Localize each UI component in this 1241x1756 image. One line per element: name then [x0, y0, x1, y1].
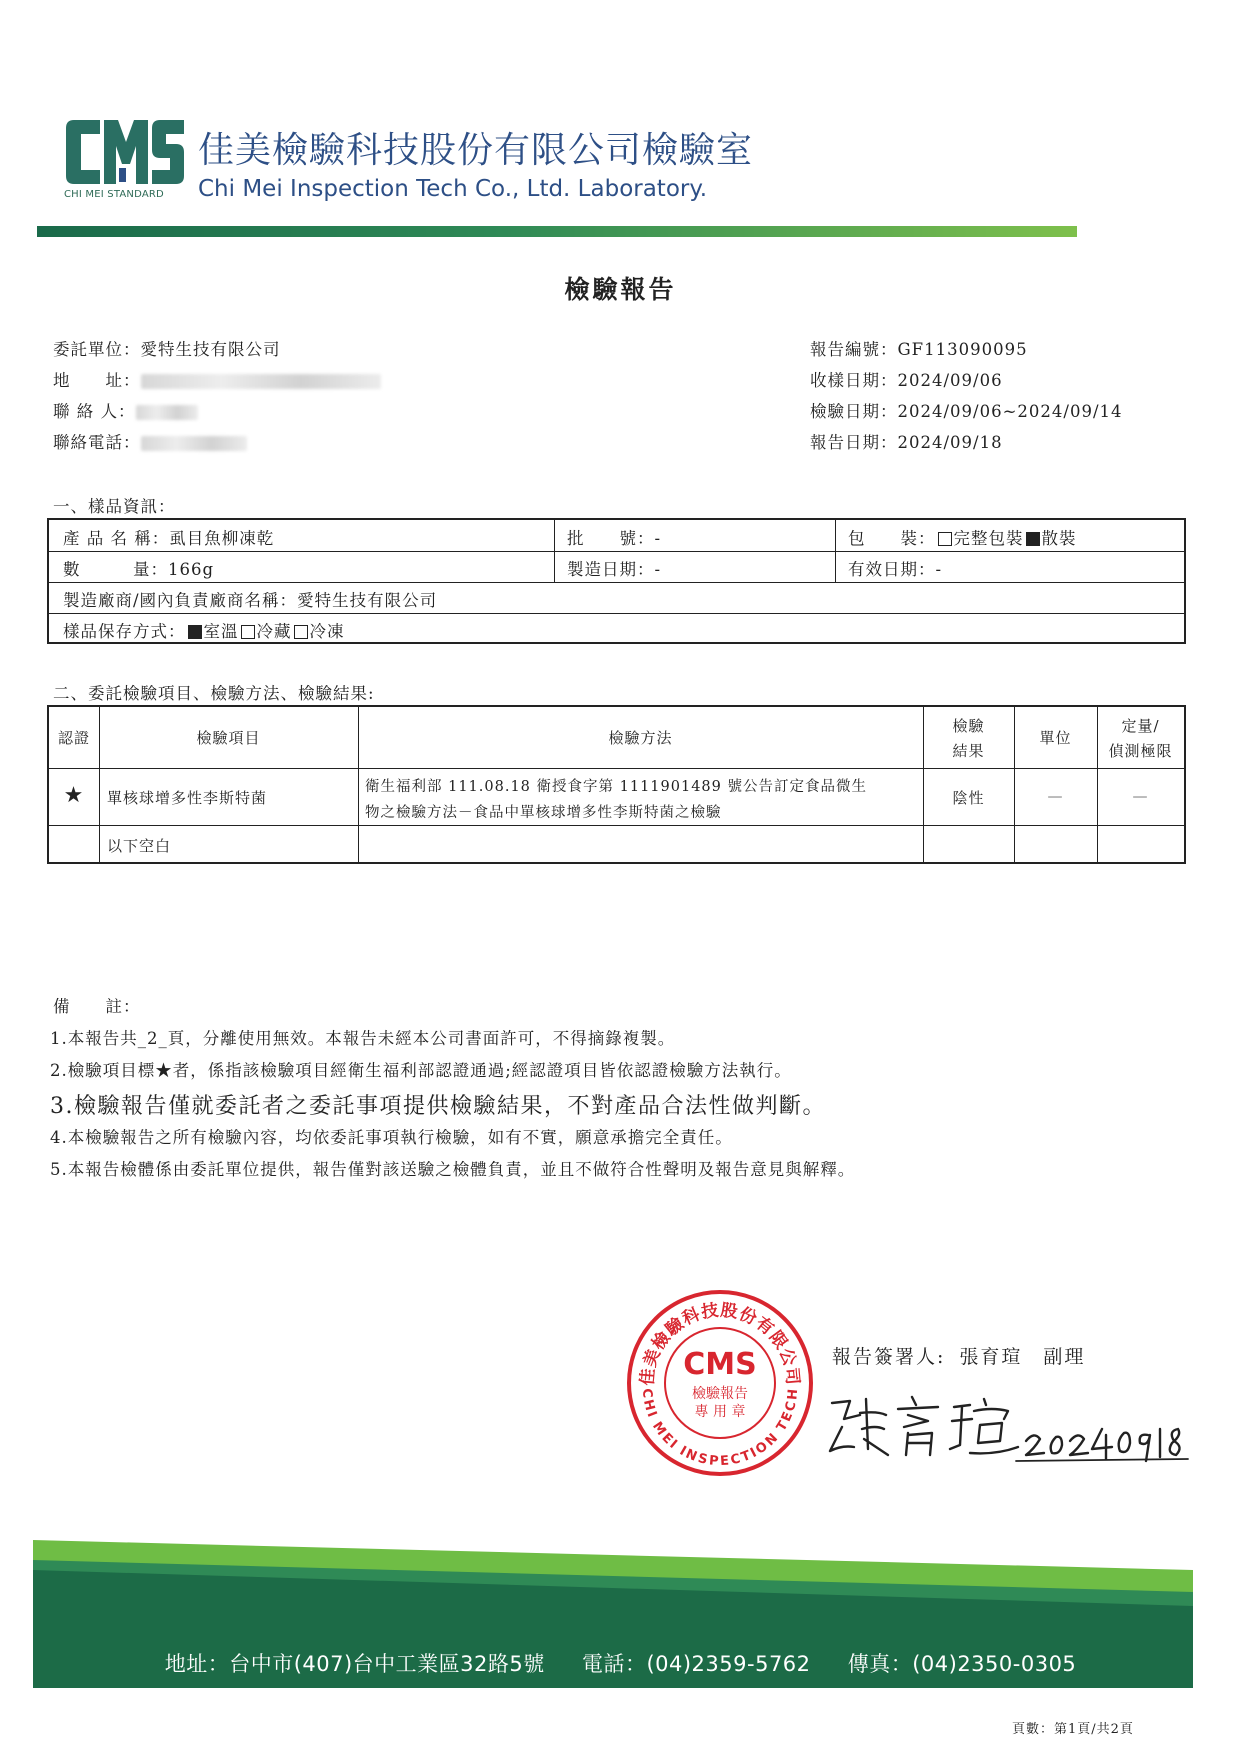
report-number	[810, 336, 1028, 360]
company-logo	[64, 116, 186, 188]
manufacturer-label: 製造廠商/國內負責廠商名稱：	[63, 591, 298, 610]
product-name-label: 產 品 名 稱：	[63, 529, 170, 548]
company-seal-stamp	[625, 1288, 815, 1478]
cert-star: ★	[63, 783, 85, 808]
footer-phone: 電話：(04)2359-5762	[581, 1652, 811, 1676]
signer-name: 張育瑄 副理	[959, 1346, 1086, 1368]
batch-cell	[567, 525, 661, 549]
svg-text:CHI MEI INSPECTION TECH: CHI MEI INSPECTION TECH	[638, 1387, 802, 1470]
page-number: 頁數：第1頁/共2頁	[1012, 1722, 1134, 1737]
test-method-line1: 衛生福利部 111.08.18 衛授食字第 1111901489 號公告訂定食品微生	[365, 779, 867, 795]
header-divider	[37, 226, 1077, 237]
test-unit: —	[1047, 787, 1064, 805]
report-number-value: GF113090095	[897, 340, 1028, 359]
manufacturer-value: 愛特生技有限公司	[297, 591, 438, 610]
checkbox-complete-pack	[938, 532, 952, 546]
notes-title: 備 註：	[53, 997, 141, 1016]
document-title: 檢驗報告	[564, 275, 677, 304]
svg-text:佳美檢驗科技股份有限公司: 佳美檢驗科技股份有限公司	[637, 1300, 803, 1387]
header-limit-line1: 定量/	[1121, 717, 1160, 735]
header-result	[923, 715, 1014, 761]
received-date-label: 收樣日期：	[810, 371, 898, 390]
footer-address: 地址：台中市(407)台中工業區32路5號	[164, 1652, 545, 1676]
client-contact-label: 聯 絡 人：	[53, 402, 136, 421]
tests-section-title: 二、委託檢驗項目、檢驗方法、檢驗結果:	[53, 684, 375, 703]
client-phone-label: 聯絡電話：	[53, 433, 141, 452]
storage-label: 樣品保存方式：	[63, 622, 186, 641]
test-result: 陰性	[952, 789, 985, 807]
company-name-cn: 佳美檢驗科技股份有限公司檢驗室	[198, 130, 754, 171]
mfg-date-cell	[567, 556, 661, 580]
report-number-label: 報告編號：	[810, 340, 898, 359]
report-date-label: 報告日期：	[810, 433, 898, 452]
note-2: 2.檢驗項目標★者，係指該檢驗項目經衛生福利部認證通過;經認證項目皆依認證檢驗方法執行。	[50, 1061, 792, 1080]
svg-text:檢驗報告: 檢驗報告	[692, 1386, 748, 1402]
test-method-line2: 物之檢驗方法－食品中單核球增多性李斯特菌之檢驗	[365, 805, 722, 821]
expiry-date-cell	[848, 556, 942, 580]
note-4: 4.本檢驗報告之所有檢驗內容，均依委託事項執行檢驗，如有不實，願意承擔完全責任。	[50, 1128, 733, 1147]
note-1: 1.本報告共_2_頁，分離使用無效。本報告未經本公司書面許可，不得摘錄複製。	[50, 1029, 676, 1048]
redacted-phone	[141, 436, 247, 451]
company-name-en: Chi Mei Inspection Tech Co., Ltd. Laboratory.	[198, 176, 707, 202]
received-date-value: 2024/09/06	[897, 371, 1003, 390]
redacted-contact	[136, 405, 198, 420]
redacted-address	[141, 374, 381, 389]
batch-value: -	[654, 529, 662, 548]
checkbox-refrigerated	[241, 625, 255, 639]
mfg-date-label: 製造日期：	[567, 560, 655, 579]
client-address-label: 地 址：	[53, 371, 141, 390]
storage-option-fridge: 冷藏	[256, 622, 292, 641]
pack-option-bulk: 散裝	[1041, 529, 1077, 548]
packaging-cell	[848, 525, 1077, 549]
footer-fax: 傳真：(04)2350-0305	[847, 1652, 1077, 1676]
checkbox-frozen	[294, 625, 308, 639]
header-item: 檢驗項目	[196, 729, 261, 747]
test-date-value: 2024/09/06~2024/09/14	[897, 402, 1123, 421]
test-date	[810, 398, 1123, 422]
svg-text:專 用 章: 專 用 章	[694, 1404, 746, 1420]
quantity-cell	[63, 556, 214, 580]
pack-option-complete: 完整包裝	[953, 529, 1024, 548]
test-method	[365, 775, 867, 822]
test-limit: —	[1132, 787, 1149, 805]
product-name-cell	[63, 525, 274, 549]
storage-option-frozen: 冷凍	[309, 622, 345, 641]
header-method: 檢驗方法	[608, 729, 673, 747]
header-limit-line2: 偵測極限	[1108, 742, 1173, 760]
client-contact	[53, 398, 198, 422]
note-3: 3.檢驗報告僅就委託者之委託事項提供檢驗結果，不對產品合法性做判斷。	[50, 1094, 826, 1119]
storage-cell	[63, 618, 345, 642]
header-cert: 認證	[57, 729, 90, 747]
test-date-label: 檢驗日期：	[810, 402, 898, 421]
header-result-line2: 結果	[952, 742, 985, 760]
test-item: 單核球增多性李斯特菌	[107, 789, 268, 807]
manufacturer-cell	[63, 587, 437, 611]
expiry-date-label: 有效日期：	[848, 560, 936, 579]
signer-label: 報告簽署人:	[832, 1346, 946, 1368]
client-unit-label: 委託單位：	[53, 340, 141, 359]
expiry-date-value: -	[935, 560, 943, 579]
quantity-value: 166g	[168, 560, 215, 579]
mfg-date-value: -	[654, 560, 662, 579]
checkbox-room-temp-checked	[188, 625, 202, 639]
logo-caption: CHI MEI STANDARD	[64, 189, 164, 200]
report-signer	[832, 1342, 1085, 1369]
sample-info-table	[47, 518, 1186, 644]
storage-option-room: 室溫	[203, 622, 239, 641]
batch-label: 批 號：	[567, 529, 655, 548]
header-result-line1: 檢驗	[952, 717, 985, 735]
received-date	[810, 367, 1003, 391]
report-date	[810, 429, 1003, 453]
header-unit: 單位	[1039, 729, 1072, 747]
header-limit	[1097, 715, 1184, 761]
client-phone	[53, 429, 247, 453]
svg-text:CMS: CMS	[683, 1347, 757, 1382]
client-unit-value: 愛特生技有限公司	[140, 340, 281, 359]
checkbox-bulk-pack-checked	[1026, 532, 1040, 546]
handwritten-signature	[820, 1385, 1190, 1465]
test-results-table	[47, 705, 1186, 864]
client-address	[53, 367, 381, 391]
footer-contact	[0, 1648, 1241, 1678]
product-name-value: 虱目魚柳凍乾	[169, 529, 275, 548]
packaging-label: 包 裝：	[848, 529, 936, 548]
note-5: 5.本報告檢體係由委託單位提供，報告僅對該送驗之檢體負責，並且不做符合性聲明及報告意見與解釋。	[50, 1160, 856, 1179]
report-date-value: 2024/09/18	[897, 433, 1003, 452]
quantity-label: 數 量：	[63, 560, 168, 579]
blank-below-note: 以下空白	[107, 837, 172, 855]
sample-section-title: 一、樣品資訊：	[53, 497, 176, 516]
client-unit	[53, 336, 281, 360]
